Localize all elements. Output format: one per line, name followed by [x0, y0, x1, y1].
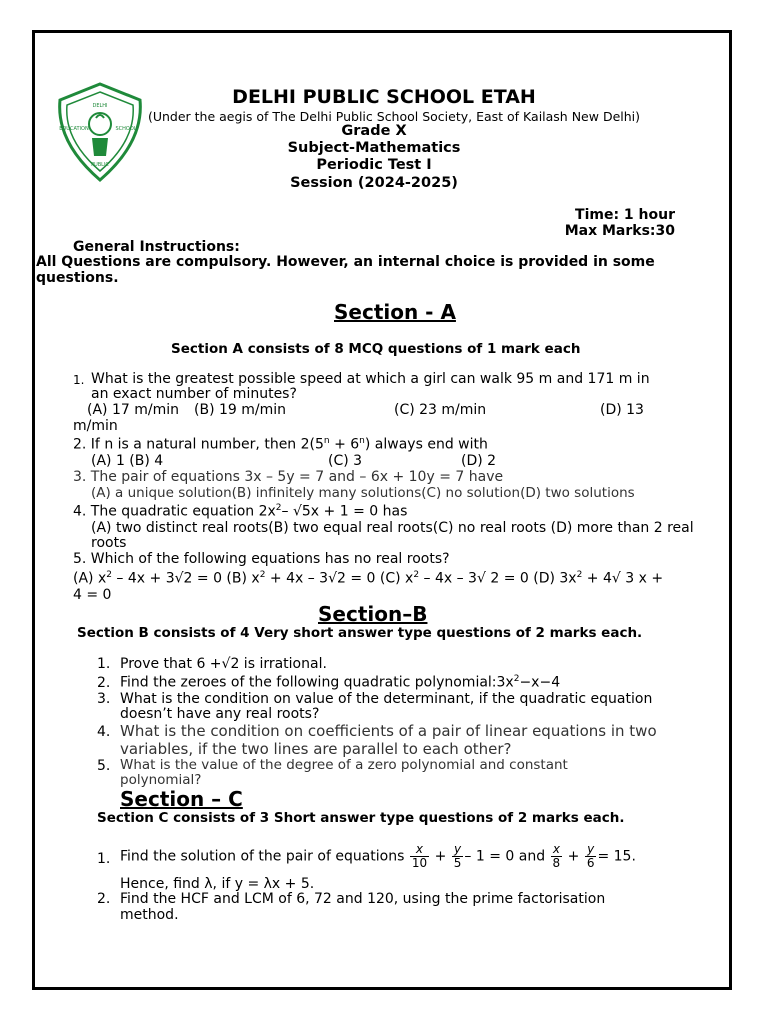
b-q1-number: 1.: [97, 656, 111, 672]
section-b-title: Section–B: [318, 602, 428, 626]
c-q2-number: 2.: [97, 891, 111, 907]
b-q3-line1: What is the condition on value of the determinant, if the quadratic equation: [120, 691, 653, 707]
instructions-heading: General Instructions:: [73, 239, 240, 255]
test-name: Periodic Test I: [316, 157, 432, 173]
a-q1-option-b: (B) 19 m/min: [194, 402, 286, 418]
b-q3-number: 3.: [97, 691, 111, 707]
a-q2: [73, 436, 488, 453]
b-q3-line2: doesn’t have any real roots?: [120, 706, 320, 722]
section-a-subtitle: Section A consists of 8 MCQ questions of 1 mark each: [171, 341, 581, 357]
a-q2-post: ) always end with: [364, 436, 488, 453]
c-q2-line1: Find the HCF and LCM of 6, 72 and 120, using the prime factorisation: [120, 891, 606, 907]
c-q1-number: 1.: [97, 851, 111, 867]
a-q2-mid: + 6: [329, 436, 360, 453]
b-q5-line1: What is the value of the degree of a zero polynomial and constant: [120, 757, 568, 773]
a-q2-options-ab: (A) 1 (B) 4: [91, 453, 164, 469]
section-c-title: Section – C: [120, 787, 243, 811]
fraction-y-5: $\frac{y}{5}$: [453, 842, 462, 870]
a-q1-option-d-cont: m/min: [73, 418, 118, 434]
svg-text:EDUCATION: EDUCATION: [59, 126, 89, 132]
a-q4-pre: 4. The quadratic equation 2x: [73, 503, 276, 520]
grade: Grade X: [341, 123, 407, 139]
time-limit: Time: 1 hour: [575, 207, 675, 223]
instructions-line1: All Questions are compulsory. However, an internal choice is provided in some: [36, 254, 655, 270]
section-a-title: Section - A: [334, 300, 456, 324]
b-q5-line2: polynomial?: [120, 772, 202, 788]
c-q1-line1: Find the solution of the pair of equations $\frac{x}{10}$ + $\frac{y}{5}$ – 1 = 0 and $\frac{x}{8}$ + $\frac{y}{6}$ = 15.: [120, 842, 636, 870]
b-q1: Prove that 6 +√2 is irrational.: [120, 656, 327, 672]
a-q2-sup2: n: [359, 436, 365, 446]
section-b-subtitle: Section B consists of 4 Very short answer type questions of 2 marks each.: [77, 625, 643, 641]
a-q2-pre: 2. If n is a natural number, then 2(5: [73, 436, 324, 453]
b-q5-number: 5.: [97, 758, 111, 774]
c-q2-line2: method.: [120, 907, 179, 923]
a-q1-option-a: (A) 17 m/min: [87, 402, 179, 418]
b-q4-line1: What is the condition on coefficients of a pair of linear equations in two: [120, 722, 657, 740]
a-q1-line1: What is the greatest possible speed at which a girl can walk 95 m and 171 m in: [91, 371, 650, 387]
section-c-subtitle: Section C consists of 3 Short answer type questions of 2 marks each.: [97, 810, 625, 826]
a-q4: [73, 503, 407, 520]
a-q5: 5. Which of the following equations has no real roots?: [73, 551, 450, 567]
max-marks: Max Marks:30: [564, 223, 675, 239]
svg-text:SCHOOL: SCHOOL: [115, 126, 137, 132]
a-q5-options: (A) $x^2 - 4x + 3√2 = 0$ (B) $x^2 + 4x - 3√2 = 0$ (C) $x^2 - 4x - 3√$ 2 = 0 (D) $3x^2 + 4√$ 3 x +: [73, 570, 664, 587]
school-name: DELHI PUBLIC SCHOOL ETAH: [232, 86, 536, 108]
a-q1-option-d: (D) 13: [600, 402, 644, 418]
fraction-y-6: $\frac{y}{6}$: [586, 842, 595, 870]
a-q4-options-line2: roots: [91, 535, 127, 551]
fraction-x-8: $\frac{x}{8}$: [552, 842, 561, 870]
fraction-x-10: $\frac{x}{10}$: [411, 842, 428, 870]
session: Session (2024-2025): [290, 175, 458, 191]
a-q5-options-cont: 4 = 0: [73, 587, 112, 603]
b-q2: Find the zeroes of the following quadratic $polynomial:3x^2-x-4$: [120, 674, 561, 691]
a-q4-post: – √5x + 1 = 0 has: [281, 503, 408, 520]
a-q3: 3. The pair of equations 3x – 5y = 7 and – 6x + 10y = 7 have: [73, 469, 504, 485]
svg-text:PUBLIC: PUBLIC: [91, 162, 109, 168]
b-q4-line2: variables, if the two lines are parallel to each other?: [120, 740, 512, 758]
svg-text:DELHI: DELHI: [92, 103, 108, 109]
a-q4-options-line1: (A) two distinct real roots(B) two equal real roots(C) no real roots (D) more than 2 real: [91, 520, 694, 536]
a-q4-sup: 2: [275, 503, 282, 513]
b-q4-number: 4.: [97, 724, 111, 740]
subject: Subject-Mathematics: [287, 140, 461, 156]
a-q3-options: (A) a unique solution(B) infinitely many solutions(C) no solution(D) two solutions: [91, 485, 635, 501]
a-q1-option-c: (C) 23 m/min: [394, 402, 487, 418]
a-q2-option-c: (C) 3: [328, 453, 363, 469]
instructions-line2: questions.: [36, 270, 119, 286]
a-q1-line2: an exact number of minutes?: [91, 386, 297, 402]
a-q2-sup1: n: [323, 436, 330, 446]
c-q1-line2: Hence, find λ, if y = λx + 5.: [120, 876, 315, 892]
b-q2-number: 2.: [97, 675, 111, 691]
a-q2-option-d: (D) 2: [461, 453, 497, 469]
a-q1-number: 1.: [73, 373, 85, 387]
aegis-line: (Under the aegis of The Delhi Public School Society, East of Kailash New Delhi): [147, 109, 641, 124]
